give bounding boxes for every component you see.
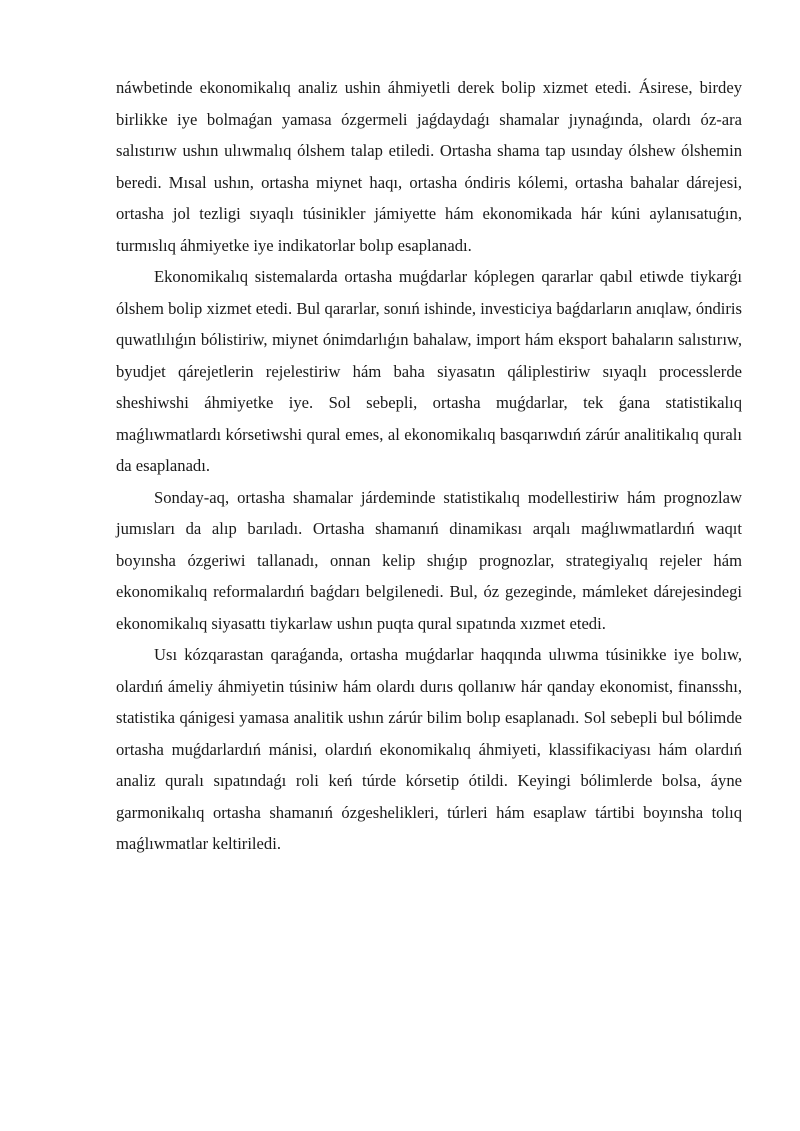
paragraph-2: Ekonomikalıq sistemalarda ortasha muǵdarlar kóplegen qararlar qabıl etiwde tiykarǵı ólshem bolip xizmet etedi. Bul qararlar, sonıń ishinde, investiciya baǵdarların anıqlaw, óndiris quwatlılıǵın bólistiriw, miynet ónimdarlıǵın bahalaw, import hám eksport bahaların salıstırıw, byudjet qárejetlerin rejelestiriw hám baha siyasatın qáliplestiriw sıyaqlı processlerde sheshiwshi áhmiyetke iye. Sol sebepli, ortasha muǵdarlar, tek ǵana statistikalıq maǵlıwmatlardı kórsetiwshi qural emes, al ekonomikalıq basqarıwdıń zárúr analitikalıq quralı da esaplanadı. [116, 267, 742, 475]
document-body [116, 72, 742, 860]
paragraph-4: Usı kózqarastan qaraǵanda, ortasha muǵdarlar haqqında ulıwma túsinikke iye bolıw, olardıń ámeliy áhmiyetin túsiniw hám olardı durıs qollanıw hár qanday ekonomist, finansshı, statistika qánigesi yamasa analitik ushın zárúr bilim bolıp esaplanadı. Sol sebepli bul bólimde ortasha muǵdarlardıń mánisi, olardıń ekonomikalıq áhmiyeti, klassifikaciyası hám olardıń analiz quralı sıpatındaǵı roli keń túrde kórsetip ótildi. Keyingi bólimlerde bolsa, áyne garmonikalıq ortasha shamanıń ózgeshelikleri, túrleri hám esaplaw tártibi boyınsha tolıq maǵlıwmatlar keltiriledi. [116, 645, 742, 853]
paragraph-1: náwbetinde ekonomikalıq analiz ushin áhmiyetli derek bolip xizmet etedi. Ásirese, birdey birlikke iye bolmaǵan yamasa ózgermeli jaǵdaydaǵı shamalar jıynaǵında, olardı óz-ara salıstırıw ushın ulıwmalıq ólshem talap etiledi. Ortasha shama tap usınday ólshew ólshemin beredi. Mısal ushın, ortasha miynet haqı, ortasha óndiris kólemi, ortasha bahalar dárejesi, ortasha jol tezligi sıyaqlı túsinikler jámiyette hám ekonomikada hár kúni aylanısatuǵın, turmıslıq áhmiyetke iye indikatorlar bolıp esaplanadı. [116, 78, 742, 255]
paragraph-3: Sonday-aq, ortasha shamalar járdeminde statistikalıq modellestiriw hám prognozlaw jumısları da alıp barıladı. Ortasha shamanıń dinamikası arqalı maǵlıwmatlardıń waqıt boyınsha ózgeriwi tallanadı, onnan kelip shıǵıp prognozlar, strategiyalıq rejeler hám ekonomikalıq reformalardıń baǵdarı belgilenedi. Bul, óz gezeginde, mámleket dárejesindegi ekonomikalıq siyasattı tiykarlaw ushın puqta qural sıpatında xızmet etedi. [116, 487, 742, 633]
